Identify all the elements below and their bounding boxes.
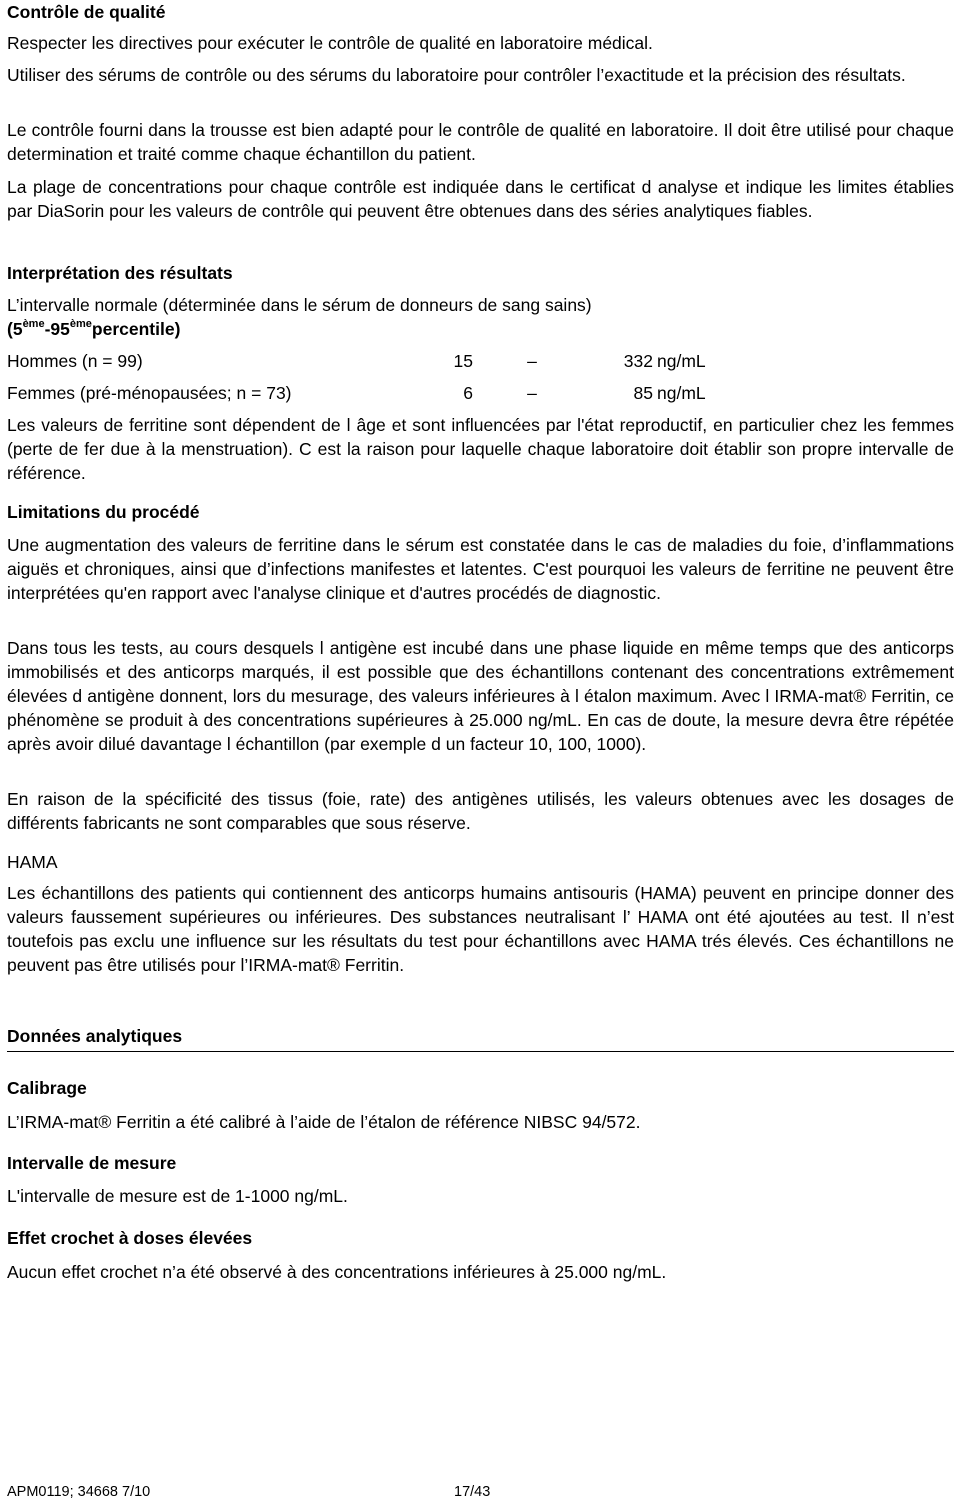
- percentile-label: [7, 317, 180, 341]
- qc-title: Contrôle de qualité: [7, 2, 166, 22]
- qc-paragraph-4: La plage de concentrations pour chaque contrôle est indiquée dans le certificat d analyse et indique les limites établies par DiaSorin pour les valeurs de contrôle qui peuvent être obtenues dans des séries analytiques fiables.: [7, 177, 954, 221]
- ref-label: Femmes (pré-ménopausées; n = 73): [7, 383, 292, 403]
- measure-range-title: Intervalle de mesure: [7, 1153, 177, 1173]
- reference-row: [7, 349, 706, 373]
- interp-title: Interprétation des résultats: [7, 263, 233, 283]
- ref-label: Hommes (n = 99): [7, 351, 143, 371]
- calibration-title: Calibrage: [7, 1078, 87, 1098]
- pct-close: percentile): [91, 319, 181, 339]
- ferritin-note: Les valeurs de ferritine sont dépendent de l âge et sont influencées par l'état reproductif, en particulier chez les femmes (perte de fer due à la menstruation). C est la raison pour laquelle chaque laboratoire doit établir son propre intervalle de référence.: [7, 415, 954, 483]
- pct-sup-1: ème: [22, 318, 45, 330]
- qc-paragraph-2: Utiliser des sérums de contrôle ou des sérums du laboratoire pour contrôler l’exactitude et la précision des résultats.: [7, 65, 906, 85]
- hook-effect-title: Effet crochet à doses élevées: [7, 1228, 253, 1248]
- pct-open: (5: [7, 319, 23, 339]
- limits-paragraph-3: En raison de la spécificité des tissus (foie, rate) des antigènes utilisés, les valeurs obtenues avec les dosages de différents fabricants ne sont comparables que sous réserve.: [7, 789, 954, 833]
- footer-page-number: 17/43: [454, 1484, 491, 1500]
- pct-sup-2: ème: [69, 318, 92, 330]
- hama-paragraph: Les échantillons des patients qui contiennent des anticorps humains antisouris (HAMA) peuvent en principe donner des valeurs faussement supérieures ou inférieures. Des substances neutralisant l’ HAMA ont été ajoutées au test. Il n’est toutefois pas exclu une influence sur les résultats du test pour échantillons avec HAMA trés élevés. Ces échantillons ne peuvent pas être utilisés pour l’IRMA-mat® Ferritin.: [7, 883, 954, 975]
- pct-mid: -95: [44, 319, 70, 339]
- footer-doc-ref: APM0119; 34668 7/10: [7, 1484, 151, 1500]
- hama-title: HAMA: [7, 852, 58, 872]
- limits-title: Limitations du procédé: [7, 502, 200, 522]
- ref-high: 85: [633, 383, 653, 403]
- ref-dash: –: [527, 351, 537, 371]
- hook-effect-text: Aucun effet crochet n’a été observé à des concentrations inférieures à 25.000 ng/mL.: [7, 1262, 667, 1282]
- ref-dash: –: [527, 383, 537, 403]
- analytical-title: Données analytiques: [7, 1024, 954, 1052]
- ref-low: 15: [453, 351, 473, 371]
- qc-paragraph-1: Respecter les directives pour exécuter le contrôle de qualité en laboratoire médical.: [7, 33, 653, 53]
- normal-range-text: L’intervalle normale (déterminée dans le sérum de donneurs de sang sains): [7, 295, 592, 315]
- ref-high: 332: [623, 351, 653, 371]
- limits-paragraph-1: Une augmentation des valeurs de ferritine dans le sérum est constatée dans le cas de maladies du foie, d’inflammations aiguës et chroniques, ainsi que d’infections manifestes et latentes. C'est pourquoi les valeurs de ferritine ne peuvent être interprétées qu'en rapport avec l'analyse clinique et d'autres procédés de diagnostic.: [7, 535, 954, 603]
- ref-unit: ng/mL: [657, 383, 706, 403]
- ref-unit: ng/mL: [657, 351, 706, 371]
- calibration-text: L’IRMA-mat® Ferritin a été calibré à l’aide de l’étalon de référence NIBSC 94/572.: [7, 1112, 641, 1132]
- ref-low: 6: [463, 383, 473, 403]
- reference-table: [7, 349, 706, 405]
- measure-range-text: L'intervalle de mesure est de 1-1000 ng/mL.: [7, 1186, 348, 1206]
- qc-paragraph-3: Le contrôle fourni dans la trousse est bien adapté pour le contrôle de qualité en laboratoire. Il doit être utilisé pour chaque determination et traité comme chaque échantillon du patient.: [7, 120, 954, 164]
- reference-row: [7, 381, 706, 405]
- limits-paragraph-2: Dans tous les tests, au cours desquels l antigène est incubé dans une phase liquide en même temps que des anticorps immobilisés et des anticorps marqués, il est possible que des échantillons contenant des concentrations extrêmement élevées d antigène donnent, lors du mesurage, des valeurs inférieures à l étalon maximum. Avec l IRMA-mat® Ferritin, ce phénomène se produit à des concentrations supérieures à 25.000 ng/mL. En cas de doute, la mesure devra être répétée après avoir dilué davantage l échantillon (par exemple d un facteur 10, 100, 1000).: [7, 638, 954, 754]
